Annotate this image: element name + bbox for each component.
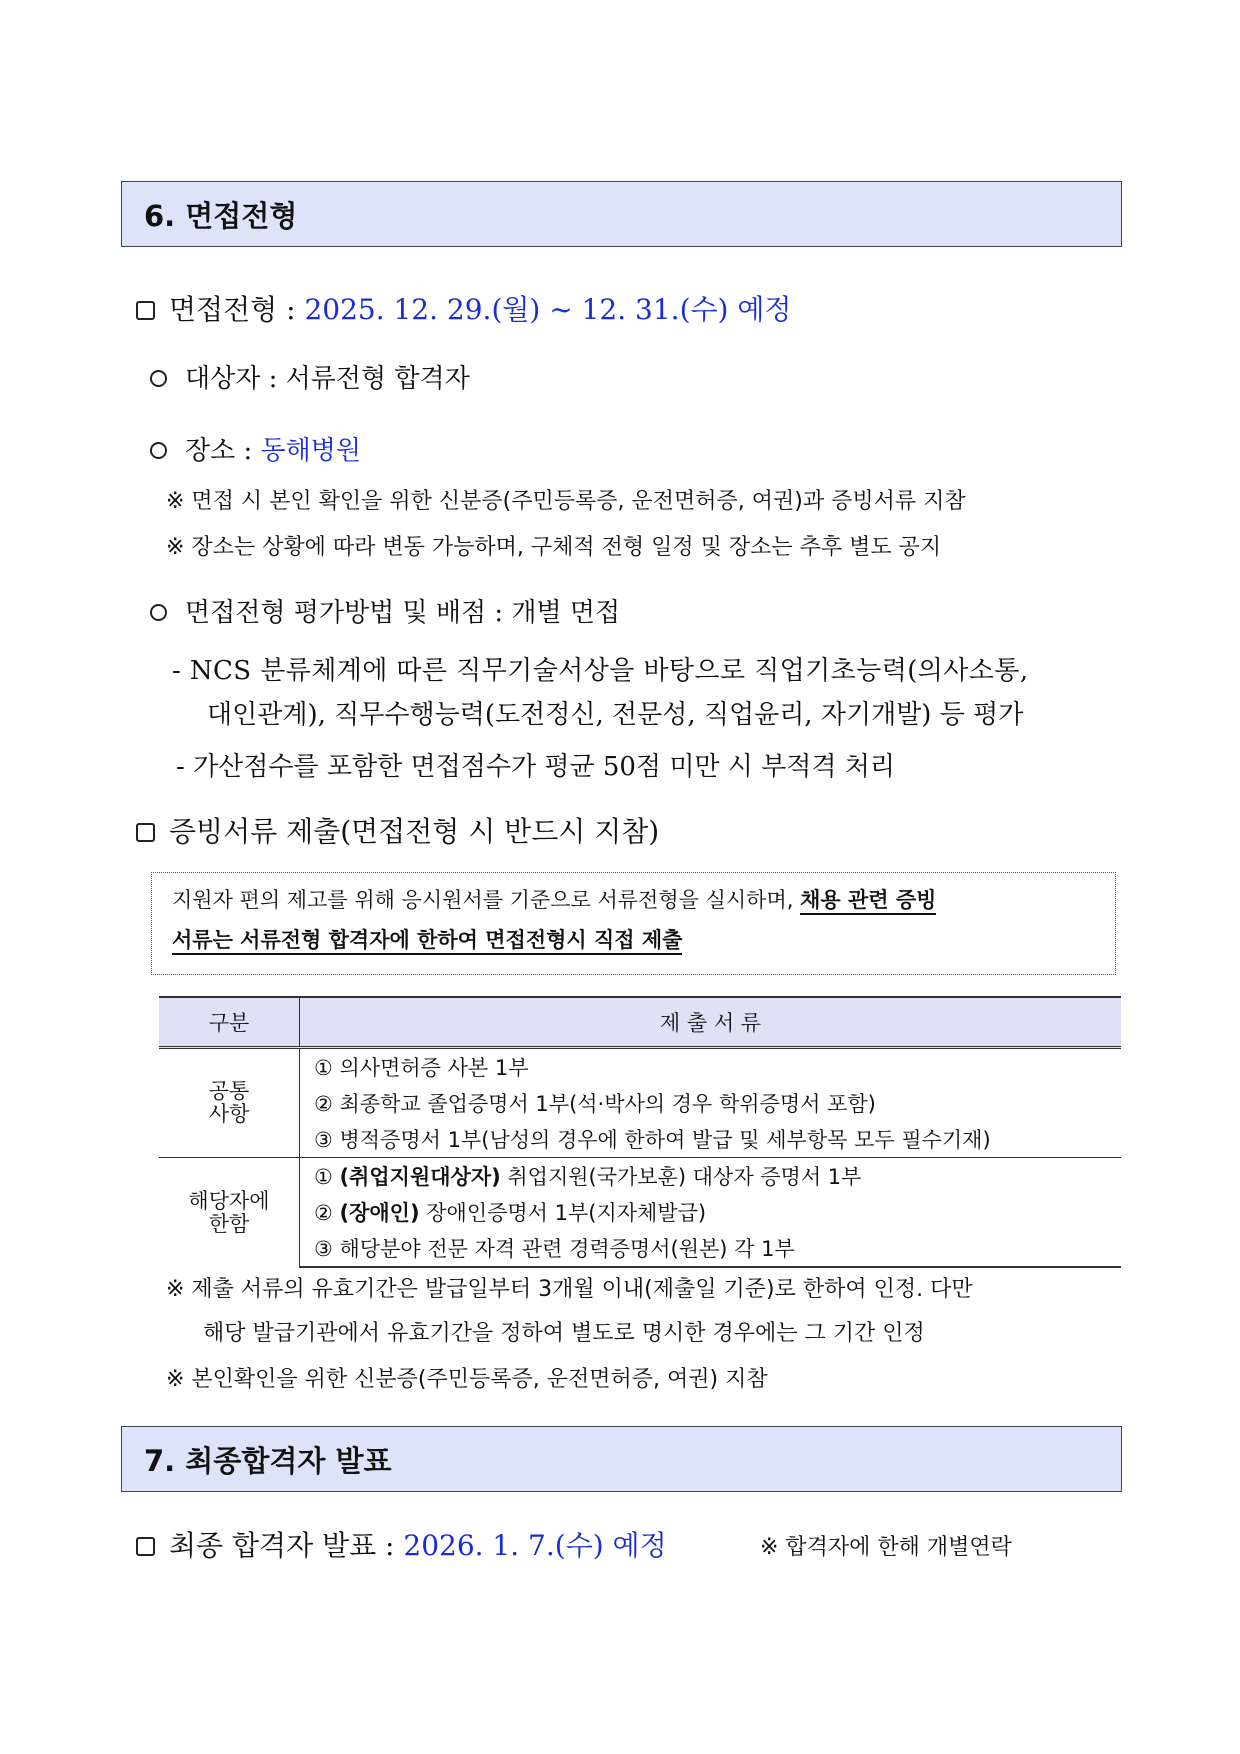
checkbox-square-icon <box>136 301 155 320</box>
interview-method: 면접전형 평가방법 및 배점 : 개별 면접 <box>185 598 621 628</box>
docs-notice-underline-1: 채용 관련 증빙 <box>800 888 936 915</box>
interview-label: 면접전형 : <box>169 293 305 326</box>
final-date: 2026. 1. 7.(수) 예정 <box>403 1529 667 1562</box>
table-row <box>159 1048 1121 1086</box>
final-label: 최종 합격자 발표 : <box>169 1529 404 1562</box>
interview-schedule-line <box>136 288 791 328</box>
interview-note-1: ※ 면접 시 본인 확인을 위한 신분증(주민등록증, 운전면허증, 여권)과 증빙서류 지참 <box>166 489 966 514</box>
docs-note-1-line-2: 해당 발급기관에서 유효기간을 정하여 별도로 명시한 경우에는 그 기간 인정 <box>203 1321 925 1346</box>
interview-method-line <box>150 592 620 629</box>
interview-date: 2025. 12. 29.(월) ~ 12. 31.(수) 예정 <box>304 293 792 326</box>
interview-place: 동해병원 <box>260 436 361 466</box>
common-item-1: ① 의사면허증 사본 1부 <box>314 1056 529 1080</box>
section-6-header <box>121 181 1122 247</box>
group-applicable-label: 해당자에 한함 <box>159 1158 300 1268</box>
table-row <box>159 1230 1121 1267</box>
circle-bullet-icon <box>150 370 167 387</box>
docs-heading: 증빙서류 제출(면접전형 시 반드시 지참) <box>169 815 660 848</box>
interview-target-line <box>150 358 470 395</box>
interview-place-line <box>150 430 361 467</box>
docs-note-1-line-1: ※ 제출 서류의 유효기간은 발급일부터 3개월 이내(제출일 기준)로 한하여 인정. 다만 <box>166 1277 973 1302</box>
method-dash-1-line-1: - NCS 분류체계에 따른 직무기술서상을 바탕으로 직업기초능력(의사소통, <box>172 656 1029 686</box>
group-common-label: 공통 사항 <box>159 1048 300 1158</box>
applicable-item-2: ② (장애인) 장애인증명서 1부(지자체발급) <box>314 1201 707 1225</box>
section-7-header <box>121 1426 1122 1492</box>
docs-notice-line-2 <box>172 924 682 954</box>
table-row <box>159 1121 1121 1158</box>
applicable-item-1: ① (취업지원대상자) 취업지원(국가보훈) 대상자 증명서 1부 <box>300 1158 1122 1195</box>
table-row <box>159 1085 1121 1121</box>
section-7-title: 7. 최종합격자 발표 <box>144 1444 392 1478</box>
docs-notice-line-1 <box>172 884 936 914</box>
method-dash-1-line-2: 대인관계), 직무수행능력(도전정신, 전문성, 직업윤리, 자기개발) 등 평가 <box>207 700 1024 730</box>
common-item-2: ② 최종학교 졸업증명서 1부(석·박사의 경우 학위증명서 포함) <box>314 1092 876 1116</box>
common-item-3: ③ 병적증명서 1부(남성의 경우에 한하여 발급 및 세부항목 모두 필수기재) <box>314 1128 991 1152</box>
interview-note-2: ※ 장소는 상황에 따라 변동 가능하며, 구체적 전형 일정 및 장소는 추후 별도 공지 <box>166 535 942 560</box>
final-note: ※ 합격자에 한해 개별연락 <box>760 1535 1012 1560</box>
table-header-row <box>159 997 1121 1048</box>
docs-heading-line <box>136 810 659 850</box>
table-header-category: 구분 <box>159 997 300 1048</box>
table-row <box>159 1194 1121 1230</box>
interview-place-label: 장소 : <box>185 436 261 466</box>
docs-note-2: ※ 본인확인을 위한 신분증(주민등록증, 운전면허증, 여권) 지참 <box>166 1367 768 1392</box>
section-6-title: 6. 면접전형 <box>144 199 298 233</box>
method-dash-2: - 가산점수를 포함한 면접점수가 평균 50점 미만 시 부적격 처리 <box>176 752 896 782</box>
interview-target: 대상자 : 서류전형 합격자 <box>185 364 470 394</box>
checkbox-square-icon <box>136 1537 155 1556</box>
final-announcement-line <box>136 1524 667 1564</box>
table-row <box>159 1158 1121 1195</box>
table-header-documents: 제 출 서 류 <box>300 997 1122 1048</box>
docs-notice-plain: 지원자 편의 제고를 위해 응시원서를 기준으로 서류전형을 실시하며, <box>172 888 801 912</box>
checkbox-square-icon <box>136 823 155 842</box>
circle-bullet-icon <box>150 604 167 621</box>
applicable-item-3: ③ 해당분야 전문 자격 관련 경력증명서(원본) 각 1부 <box>300 1230 1122 1267</box>
circle-bullet-icon <box>150 442 167 459</box>
docs-table <box>159 996 1121 1268</box>
docs-notice-underline-2: 서류는 서류전형 합격자에 한하여 면접전형시 직접 제출 <box>172 928 682 955</box>
